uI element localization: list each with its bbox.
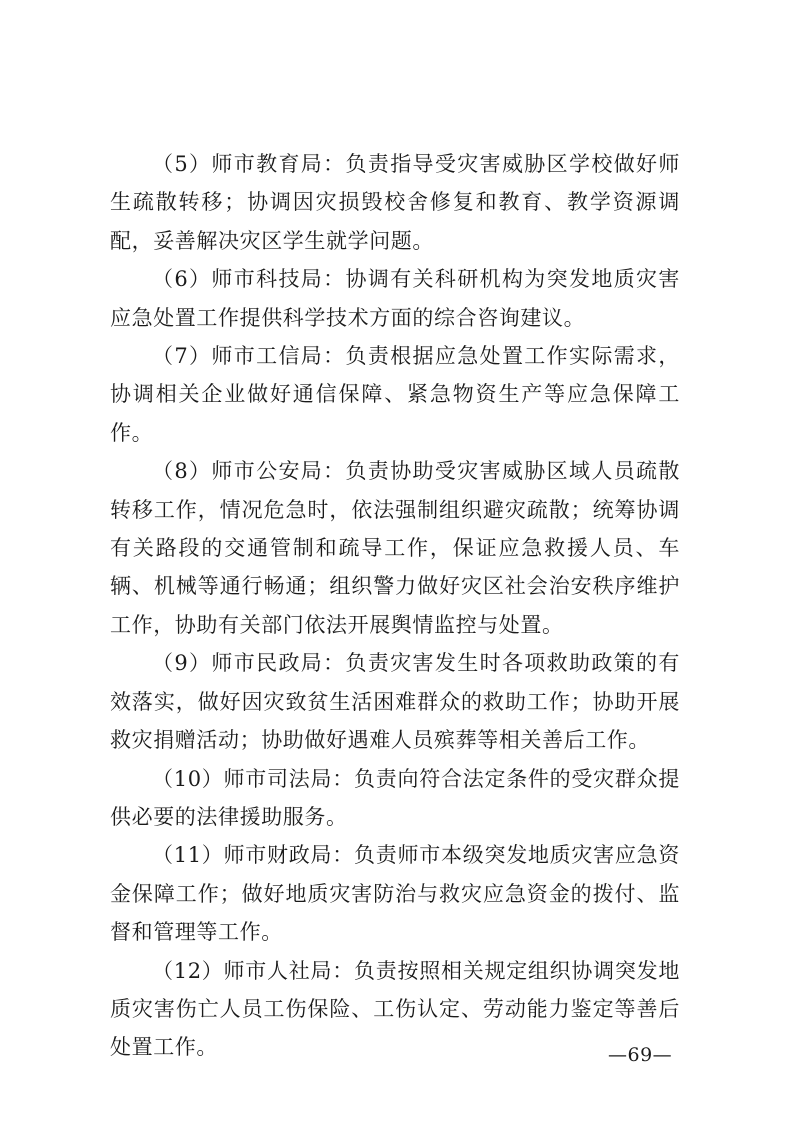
paragraph-industry-bureau: （7）师市工信局：负责根据应急处置工作实际需求，协调相关企业做好通信保障、紧急物资生产等应急保障工作。 — [110, 344, 680, 445]
paragraph-finance-bureau: （11）师市财政局：负责师市本级突发地质灾害应急资金保障工作；做好地质灾害防治与救灾应急资金的拨付、监督和管理等工作。 — [110, 843, 680, 945]
paragraph-education-bureau: （5）师市教育局：负责指导受灾害威胁区学校做好师生疏散转移；协调因灾损毁校舍修复和教育、教学资源调配，妥善解决灾区学生就学问题。 — [110, 152, 680, 253]
page-number: —69— — [608, 1044, 673, 1066]
paragraph-public-security-bureau: （8）师市公安局：负责协助受灾害威胁区域人员疏散转移工作，情况危急时，依法强制组织避灾疏散；统筹协调有关路段的交通管制和疏导工作，保证应急救援人员、车辆、机械等通行畅通；组织警力做好灾区社会治安秩序维护工作，协助有关部门依法开展舆情监控与处置。 — [110, 459, 680, 637]
paragraph-science-bureau: （6）师市科技局：协调有关科研机构为突发地质灾害应急处置工作提供科学技术方面的综合咨询建议。 — [110, 267, 680, 330]
paragraph-justice-bureau: （10）师市司法局：负责向符合法定条件的受灾群众提供必要的法律援助服务。 — [110, 766, 680, 829]
paragraph-human-resources-bureau: （12）师市人社局：负责按照相关规定组织协调突发地质灾害伤亡人员工伤保险、工伤认定、劳动能力鉴定等善后处置工作。 — [110, 958, 680, 1060]
body-text — [110, 145, 680, 1067]
paragraph-civil-affairs-bureau: （9）师市民政局：负责灾害发生时各项救助政策的有效落实，做好因灾致贫生活困难群众的救助工作；协助开展救灾捐赠活动；协助做好遇难人员殡葬等相关善后工作。 — [110, 651, 680, 753]
